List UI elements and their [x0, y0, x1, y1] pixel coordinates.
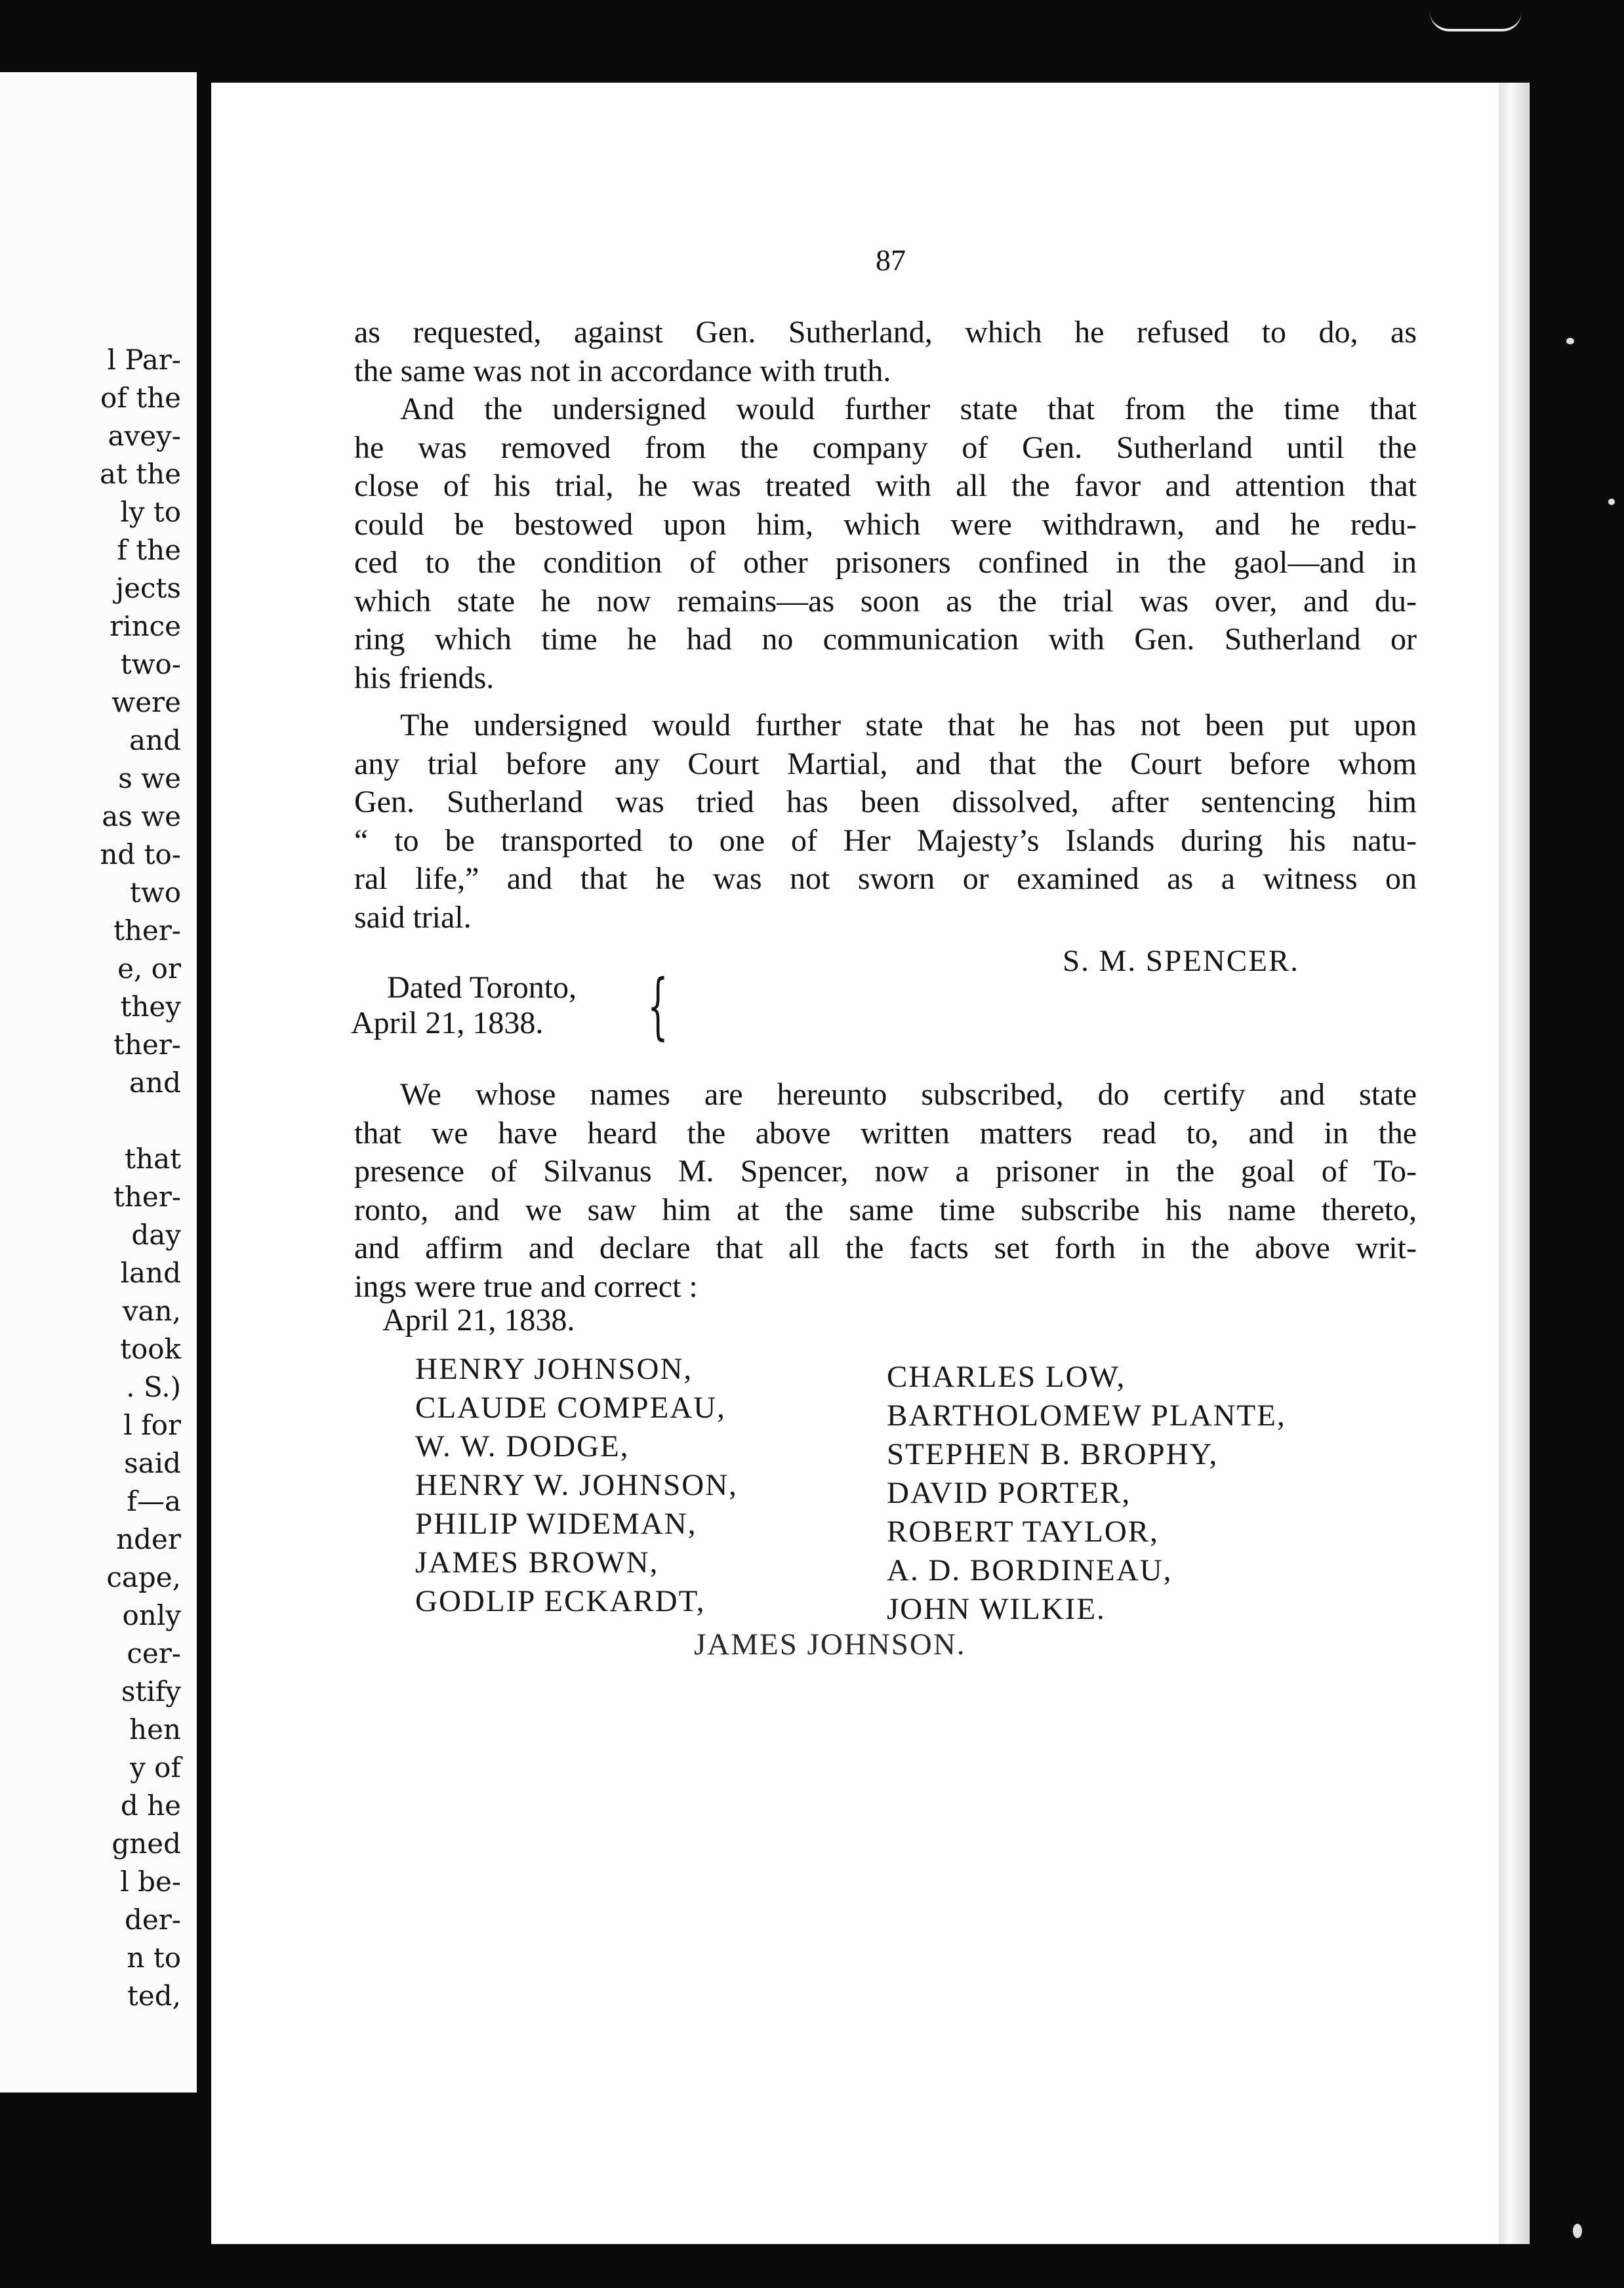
- signatory-name: W. W. DODGE,: [415, 1429, 630, 1463]
- signatory-name: STEPHEN B. BROPHY,: [887, 1437, 1219, 1471]
- signature-spencer: S. M. SPENCER.: [1063, 944, 1300, 978]
- signatories-right-column: [887, 1358, 1286, 1629]
- signatory-name: BARTHOLOMEW PLANTE,: [887, 1399, 1286, 1433]
- left-page-line: d he: [120, 1789, 181, 1822]
- left-page-line: rince: [110, 610, 181, 642]
- text-line: close of his trial, he was treated with all the favor and attention that: [354, 468, 1417, 503]
- text-line: And the undersigned would further state that from the time that: [400, 392, 1417, 426]
- scan-artifact: [1430, 12, 1522, 31]
- signatory-name: HENRY JOHNSON,: [415, 1352, 693, 1386]
- left-page-line: f the: [117, 534, 181, 566]
- text-line: presence of Silvanus M. Spencer, now a prisoner in the goal of To-: [354, 1154, 1417, 1189]
- body-text: [354, 314, 1417, 937]
- left-page-line: as we: [102, 800, 181, 832]
- signatory-name: CLAUDE COMPEAU,: [415, 1391, 726, 1425]
- left-page-line: only: [122, 1599, 181, 1631]
- certification-date: April 21, 1838.: [382, 1303, 575, 1338]
- left-page-line: ther-: [113, 1181, 181, 1213]
- signatory-final: JAMES JOHNSON.: [694, 1627, 966, 1662]
- left-page-line: nd to-: [100, 838, 181, 870]
- text-line: We whose names are hereunto subscribed, do certify and state: [400, 1077, 1417, 1112]
- left-page-line: gned: [112, 1828, 181, 1860]
- left-page-line: of the: [100, 382, 181, 414]
- left-page-line: l for: [123, 1409, 181, 1441]
- scan-speck: [1573, 2224, 1582, 2238]
- signatory-name: JOHN WILKIE.: [887, 1592, 1106, 1626]
- scan-speck: [1608, 499, 1615, 505]
- signatories-left-column: [415, 1350, 738, 1621]
- signatory-name: A. D. BORDINEAU,: [887, 1553, 1173, 1587]
- signatory-name: GODLIP ECKARDT,: [415, 1584, 706, 1618]
- left-page-line: stify: [121, 1675, 181, 1707]
- dated-date: April 21, 1838.: [351, 1006, 544, 1040]
- left-page-line: day: [131, 1219, 181, 1251]
- text-line: that we have heard the above written matters read to, and in the: [354, 1115, 1417, 1151]
- text-line: said trial.: [354, 899, 472, 935]
- signatory-name: ROBERT TAYLOR,: [887, 1515, 1159, 1549]
- text-line: the same was not in accordance with truth.: [354, 353, 891, 388]
- left-page-line: hen: [129, 1713, 181, 1746]
- dated-place: Dated Toronto,: [387, 970, 577, 1005]
- left-page-line: van,: [122, 1295, 181, 1327]
- left-page-line: ly to: [120, 496, 181, 528]
- text-line: ronto, and we saw him at the same time subscribe his name thereto,: [354, 1192, 1417, 1227]
- signatory-name: DAVID PORTER,: [887, 1476, 1131, 1510]
- text-line: could be bestowed upon him, which were withdrawn, and he redu-: [354, 506, 1417, 542]
- certification-text: [354, 1076, 1417, 1306]
- text-line: The undersigned would further state that he has not been put upon: [400, 708, 1417, 743]
- left-page-line: said: [124, 1447, 181, 1479]
- left-page-line: two: [129, 876, 181, 909]
- text-line: ings were true and correct :: [354, 1269, 698, 1304]
- text-line: he was removed from the company of Gen. Sutherland until the: [354, 430, 1417, 465]
- left-page-line: that: [125, 1143, 181, 1175]
- text-line: and affirm and declare that all the facts set forth in the above writ-: [354, 1231, 1417, 1265]
- left-page-line: der-: [124, 1904, 181, 1936]
- left-page-line: ted,: [127, 1980, 181, 2012]
- left-page-fragment: [0, 72, 197, 2093]
- left-page-line: avey-: [108, 420, 181, 452]
- left-page-line: y of: [130, 1751, 181, 1784]
- left-page-line: e, or: [117, 952, 181, 985]
- left-page-line: at the: [99, 458, 181, 490]
- left-page-line: land: [120, 1257, 181, 1289]
- left-page-line: took: [120, 1333, 181, 1365]
- paragraph-gap: [354, 697, 1417, 706]
- left-page-line: n to: [127, 1942, 181, 1974]
- text-line: ral life,” and that he was not sworn or examined as a witness on: [354, 861, 1417, 896]
- left-page-line: l Par-: [107, 344, 181, 376]
- signatory-name: HENRY W. JOHNSON,: [415, 1468, 738, 1502]
- brace-mark: {: [647, 964, 668, 1048]
- page-edge-shadow: [1499, 83, 1529, 2244]
- text-line: his friends.: [354, 660, 495, 695]
- signatory-name: PHILIP WIDEMAN,: [415, 1507, 697, 1541]
- left-page-line: and: [129, 724, 181, 756]
- left-page-line: and: [129, 1067, 181, 1099]
- left-page-line: l be-: [120, 1866, 181, 1898]
- left-page-line: ther-: [113, 914, 181, 947]
- left-page-line: . S.): [126, 1371, 181, 1403]
- left-page-line: ther-: [113, 1029, 181, 1061]
- left-page-line: jects: [115, 572, 181, 604]
- left-page-line: were: [112, 686, 181, 718]
- text-line: which state he now remains—as soon as the trial was over, and du-: [354, 583, 1417, 619]
- left-page-line: nder: [116, 1523, 181, 1555]
- left-page-line: cape,: [106, 1561, 181, 1593]
- left-page-line: cer-: [127, 1637, 181, 1669]
- left-page-line: f—a: [127, 1485, 181, 1517]
- text-line: ring which time he had no communication with Gen. Sutherland or: [354, 622, 1417, 657]
- left-page-line: they: [120, 991, 181, 1023]
- signatory-name: CHARLES LOW,: [887, 1360, 1126, 1394]
- text-line: as requested, against Gen. Sutherland, which he refused to do, as: [354, 315, 1417, 350]
- signatory-name: JAMES BROWN,: [415, 1545, 659, 1580]
- page-number: 87: [876, 243, 906, 277]
- text-line: any trial before any Court Martial, and that the Court before whom: [354, 746, 1417, 781]
- scan-speck: [1566, 338, 1574, 344]
- left-page-line: two-: [120, 648, 181, 680]
- text-line: “ to be transported to one of Her Majesty’s Islands during his natu-: [354, 823, 1417, 858]
- text-line: Gen. Sutherland was tried has been dissolved, after sentencing him: [354, 785, 1417, 819]
- text-line: ced to the condition of other prisoners confined in the gaol—and in: [354, 545, 1417, 580]
- left-page-line: s we: [118, 762, 181, 794]
